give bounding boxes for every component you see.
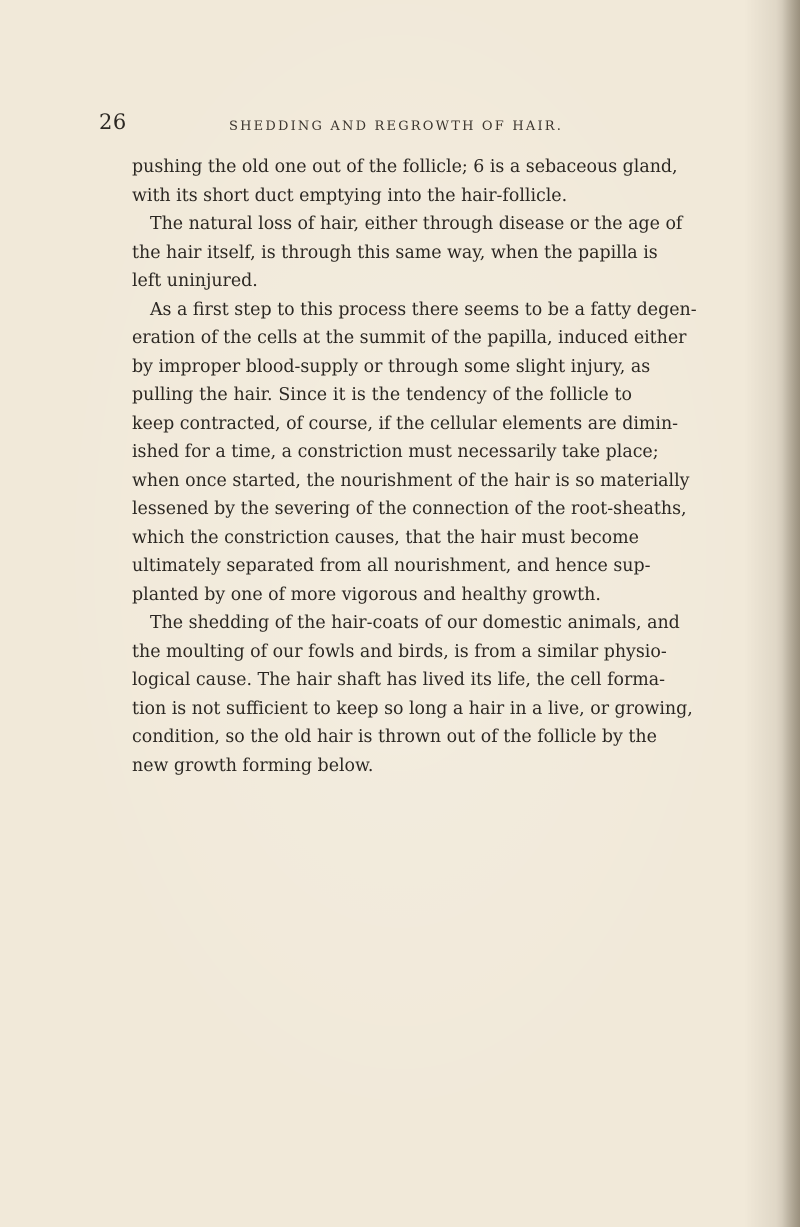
text-line: eration of the cells at the summit of the papilla, induced either [132, 328, 687, 348]
text-line: with its short duct emptying into the hair-follicle. [132, 185, 568, 206]
page-header [99, 110, 659, 143]
text-line: ished for a time, a constriction must necessarily take place; [132, 442, 659, 462]
paragraph-2 [132, 210, 683, 296]
paragraph-4 [132, 609, 693, 780]
text-line: left uninjured. [132, 271, 258, 291]
text-line: The natural loss of hair, either through disease or the age of [150, 214, 683, 234]
page-edge-shadow [782, 0, 800, 1227]
body-text [132, 153, 697, 780]
text-line: by improper blood-supply or through some slight injury, as [132, 356, 651, 377]
text-line: As a first step to this process there seems to be a fatty degen- [150, 299, 697, 320]
text-line: ultimately separated from all nourishment, and hence sup- [132, 556, 651, 576]
text-line: The shedding of the hair-coats of our domestic animals, and [150, 613, 680, 633]
paragraph-3 [132, 296, 697, 610]
text-line: new growth forming below. [132, 755, 374, 776]
text-line: tion is not sufficient to keep so long a hair in a live, or growing, [132, 698, 693, 719]
text-line: pushing the old one out of the follicle; 6 is a sebaceous gland, [132, 157, 678, 177]
text-line: when once started, the nourishment of the hair is so materially [132, 470, 690, 491]
text-line: the hair itself, is through this same way, when the papilla is [132, 242, 658, 263]
text-line: logical cause. The hair shaft has lived its life, the cell forma- [132, 670, 666, 690]
running-head: SHEDDING AND REGROWTH OF HAIR. [229, 119, 564, 134]
text-line: the moulting of our fowls and birds, is from a similar physio- [132, 641, 667, 662]
page-number: 26 [99, 110, 127, 134]
text-line: which the constriction causes, that the hair must become [132, 527, 639, 548]
text-line: lessened by the severing of the connection of the root-sheaths, [132, 499, 687, 519]
paragraph-1 [132, 153, 678, 210]
text-line: condition, so the old hair is thrown out of the follicle by the [132, 727, 657, 747]
text-line: pulling the hair. Since it is the tendency of the follicle to [132, 385, 632, 405]
text-line: planted by one of more vigorous and healthy growth. [132, 584, 601, 605]
text-line: keep contracted, of course, if the cellular elements are dimin- [132, 413, 679, 434]
